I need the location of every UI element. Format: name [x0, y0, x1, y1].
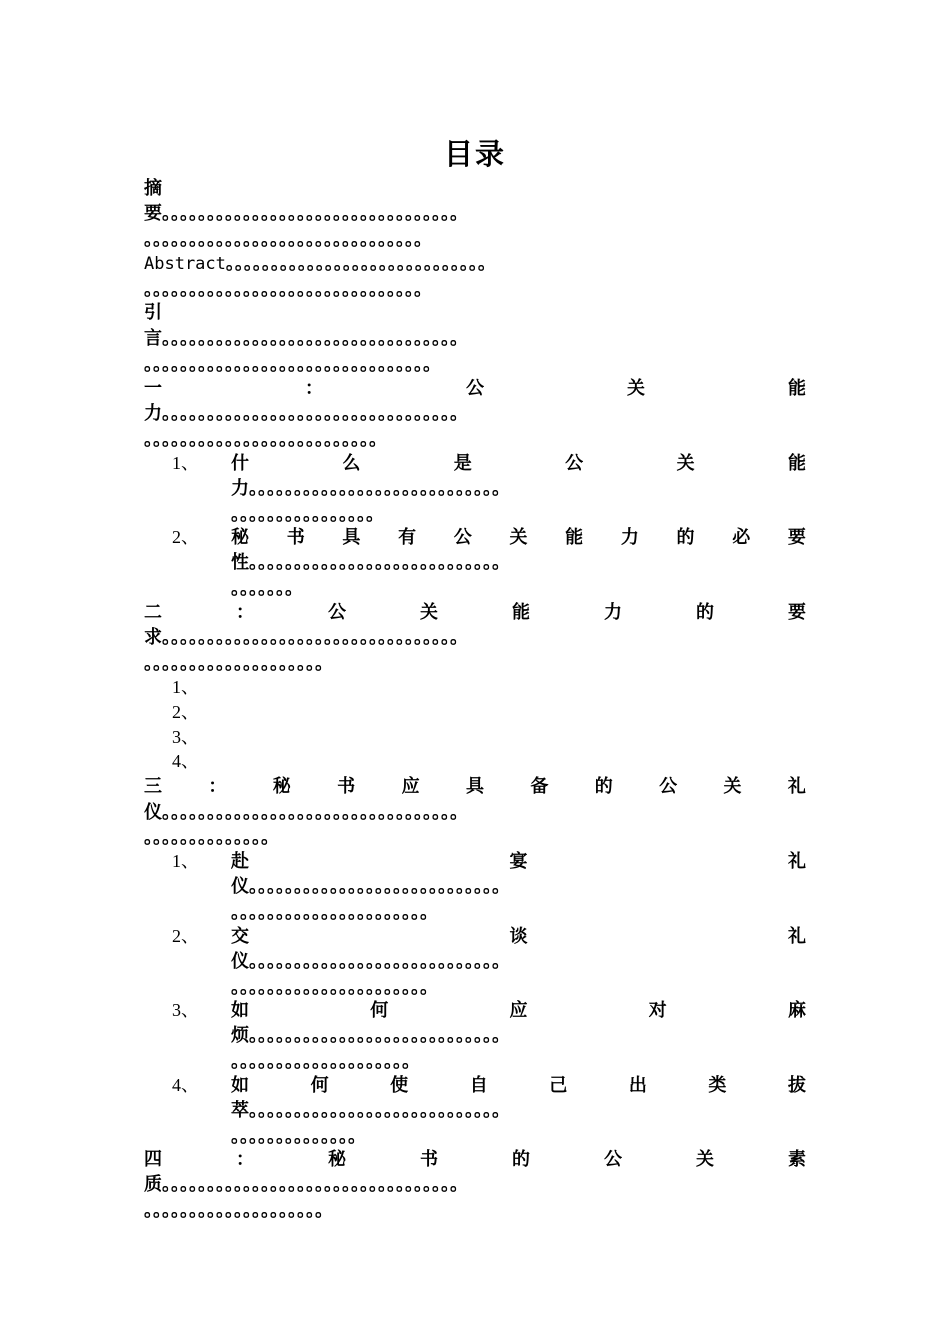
toc-section-3-4[interactable]: [231, 1073, 806, 1098]
toc-char: 公: [466, 378, 484, 399]
toc-leader-dots: 。。。。。。。。。。。。。。。。。。。。: [144, 1200, 333, 1221]
toc-char: 三: [144, 776, 162, 797]
toc-label: 要: [144, 203, 162, 224]
toc-entry-abstract-line1[interactable]: [144, 201, 806, 226]
toc-leader-dots: 。。。。。。。。。。。。。。。。。。。。。。。。。。。。: [249, 1025, 510, 1046]
toc-label: 仪: [231, 951, 249, 972]
toc-leader-dots: 。。。。。。。。。。。。。。。。。。。。。。。。。。。。。。。。。: [162, 328, 468, 349]
toc-leader-dots: 。。。。。。。。。。。。。。。。。。。。。。。。。。。。: [249, 1100, 510, 1121]
toc-leader-dots: 。。。。。。。。。。。。。。。。。。。。。。。。。。。。。。。: [144, 229, 432, 250]
toc-char: 秘: [231, 527, 249, 548]
page-title: 目录: [443, 137, 506, 171]
toc-leader-dots: 。。。。。。。。。。。。。。: [144, 827, 279, 848]
toc-leader-dots: 。。。。。。。。。。。。。。。。。。。。: [144, 653, 333, 674]
toc-char: ：: [236, 1149, 254, 1170]
toc-char: 自: [469, 1075, 488, 1096]
toc-entry-intro-line1[interactable]: [144, 326, 806, 351]
toc-chapter-3[interactable]: [144, 774, 806, 799]
toc-leader-dots: 。。。。。。。。。。。。。。。。。。。。。。。。。。。。。。。。。: [162, 627, 468, 648]
toc-char: 礼: [788, 851, 806, 872]
toc-char: 公: [659, 776, 678, 797]
toc-char: 关: [627, 378, 645, 399]
toc-char: ：: [236, 602, 254, 623]
toc-char: 能: [512, 602, 530, 623]
toc-char: 出: [628, 1075, 647, 1096]
toc-char: 应: [509, 1000, 528, 1021]
toc-leader-dots: 。。。。。。。。。。。。。。。。。。。。。。。。。。。。。。。。。: [162, 1174, 468, 1195]
toc-char: 秘: [328, 1149, 346, 1170]
toc-char: 的: [594, 776, 613, 797]
toc-item-number[interactable]: 1、: [172, 677, 199, 697]
toc-char: 素: [788, 1149, 806, 1170]
toc-char: 力: [620, 527, 639, 548]
toc-leader-dots: 。。。。。。。。。。。。。。。。。。。。。。。。。。。。: [249, 478, 510, 499]
toc-char: 具: [342, 527, 361, 548]
toc-char: 书: [337, 776, 356, 797]
toc-char: 一: [144, 378, 162, 399]
toc-entry-intro-head: 引: [144, 302, 162, 323]
toc-item-number: 2、: [172, 527, 199, 547]
toc-item-number[interactable]: 2、: [172, 702, 199, 722]
toc-section-1-1-line2: [231, 476, 806, 501]
toc-section-1-2-line2: [231, 550, 806, 575]
toc-entry-abstract-head: 摘: [144, 178, 162, 199]
toc-leader-dots: 。。。。。。。: [231, 578, 303, 599]
toc-chapter-4-line2: [144, 1172, 806, 1197]
toc-item-number[interactable]: 4、: [172, 751, 199, 771]
toc-char: 的: [696, 602, 714, 623]
toc-chapter-1-line2: [144, 401, 806, 426]
toc-char: 备: [530, 776, 549, 797]
toc-char: 二: [144, 602, 162, 623]
toc-chapter-4[interactable]: [144, 1147, 806, 1172]
toc-char: 力: [604, 602, 622, 623]
toc-char: 关: [676, 453, 695, 474]
toc-char: 四: [144, 1149, 162, 1170]
toc-label: 萃: [231, 1100, 249, 1121]
toc-char: 拔: [787, 1075, 806, 1096]
toc-char: 公: [328, 602, 346, 623]
toc-section-3-3-line2: [231, 1023, 806, 1048]
toc-label: 质: [144, 1174, 162, 1195]
toc-char: 宴: [509, 851, 528, 872]
toc-char: 要: [788, 602, 806, 623]
toc-char: 是: [453, 453, 472, 474]
toc-char: 要: [787, 527, 806, 548]
toc-item-number: 1、: [172, 453, 199, 473]
toc-char: 能: [787, 453, 806, 474]
toc-item-number[interactable]: 3、: [172, 727, 199, 747]
toc-item-number: 4、: [172, 1075, 199, 1095]
toc-label: 力: [144, 403, 162, 424]
toc-char: 对: [648, 1000, 667, 1021]
toc-char: 己: [549, 1075, 568, 1096]
toc-char: 什: [231, 453, 249, 474]
toc-char: 关: [696, 1149, 714, 1170]
toc-char: 使: [390, 1075, 409, 1096]
toc-char: 书: [420, 1149, 438, 1170]
toc-char: 的: [512, 1149, 530, 1170]
toc-section-3-2[interactable]: [231, 924, 806, 949]
toc-section-3-4-line2: [231, 1098, 806, 1123]
toc-leader-dots: 。。。。。。。。。。。。。。。。。。。。。。。。。。。。: [249, 876, 510, 897]
toc-char: 谈: [509, 926, 528, 947]
toc-label: 言: [144, 328, 162, 349]
toc-char: 有: [398, 527, 417, 548]
toc-label: 仪: [231, 876, 249, 897]
toc-leader-dots: 。。。。。。。。。。。。。。: [231, 1126, 366, 1147]
toc-item-number: 3、: [172, 1000, 199, 1020]
toc-leader-dots: 。。。。。。。。。。。。。。。。。。。。。。。。。。。。。。。。。: [162, 203, 468, 224]
toc-section-1-2[interactable]: [231, 525, 806, 550]
toc-section-3-2-line2: [231, 949, 806, 974]
toc-label: Abstract: [144, 254, 226, 274]
toc-section-3-3[interactable]: [231, 998, 806, 1023]
toc-leader-dots: 。。。。。。。。。。。。。。。。。。。。。。。。。。。。。。。。: [144, 354, 441, 375]
toc-section-3-1-line2: [231, 874, 806, 899]
toc-leader-dots: 。。。。。。。。。。。。。。。。。。。。。。: [231, 902, 438, 923]
toc-char: ：: [208, 776, 227, 797]
toc-section-3-1[interactable]: [231, 849, 806, 874]
toc-chapter-1[interactable]: [144, 376, 806, 401]
toc-label: 仪: [144, 802, 162, 823]
toc-char: ：: [305, 378, 323, 399]
toc-char: 关: [420, 602, 438, 623]
toc-char: 礼: [788, 926, 806, 947]
toc-char: 赴: [231, 851, 249, 872]
toc-item-number: 2、: [172, 926, 199, 946]
toc-char: 关: [723, 776, 742, 797]
toc-label: 求: [144, 627, 162, 648]
toc-char: 能: [788, 378, 806, 399]
toc-char: 具: [465, 776, 484, 797]
toc-leader-dots: 。。。。。。。。。。。。。。。。。。。。。。。。。。。。。。。: [144, 279, 432, 300]
toc-char: 类: [708, 1075, 727, 1096]
toc-label: 性: [231, 552, 249, 573]
toc-entry-abstract-en[interactable]: [144, 251, 806, 276]
toc-char: 交: [231, 926, 249, 947]
toc-char: 公: [604, 1149, 622, 1170]
toc-section-1-1[interactable]: [231, 451, 806, 476]
toc-leader-dots: 。。。。。。。。。。。。。。。。。。。。。。。。。。。。。。。。。: [162, 802, 468, 823]
toc-label: 力: [231, 478, 249, 499]
toc-char: 公: [453, 527, 472, 548]
toc-chapter-2-line2: [144, 625, 806, 650]
toc-leader-dots: 。。。。。。。。。。。。。。。。。。。。。。。。。。: [144, 429, 387, 450]
toc-leader-dots: 。。。。。。。。。。。。。。。。。。。。。。。。。。。。: [249, 951, 510, 972]
toc-char: 关: [509, 527, 528, 548]
toc-char: 麻: [788, 1000, 806, 1021]
toc-leader-dots: 。。。。。。。。。。。。。。。。: [231, 504, 384, 525]
toc-char: 能: [565, 527, 584, 548]
toc-leader-dots: 。。。。。。。。。。。。。。。。。。。。: [231, 1051, 420, 1072]
toc-item-number: 1、: [172, 851, 199, 871]
toc-char: 如: [231, 1000, 249, 1021]
toc-char: 如: [231, 1075, 249, 1096]
toc-leader-dots: 。。。。。。。。。。。。。。。。。。。。。。。。。。。。。。。。。: [162, 403, 468, 424]
toc-leader-dots: 。。。。。。。。。。。。。。。。。。。。。。。。。。。。。: [225, 253, 496, 274]
toc-chapter-2[interactable]: [144, 600, 806, 625]
toc-char: 书: [286, 527, 305, 548]
toc-label: 烦: [231, 1025, 249, 1046]
toc-char: 何: [370, 1000, 389, 1021]
toc-char: 必: [732, 527, 751, 548]
toc-char: 秘: [272, 776, 291, 797]
toc-char: 公: [565, 453, 584, 474]
toc-char: 应: [401, 776, 420, 797]
toc-chapter-3-line2: [144, 800, 806, 825]
toc-char: 么: [342, 453, 361, 474]
toc-leader-dots: 。。。。。。。。。。。。。。。。。。。。。。: [231, 977, 438, 998]
toc-leader-dots: 。。。。。。。。。。。。。。。。。。。。。。。。。。。。: [249, 552, 510, 573]
toc-char: 的: [676, 527, 695, 548]
toc-char: 何: [310, 1075, 329, 1096]
toc-char: 礼: [787, 776, 806, 797]
